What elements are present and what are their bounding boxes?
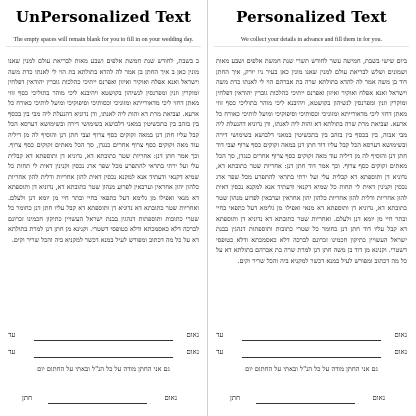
groom-signature-line <box>216 394 407 406</box>
personalized-column <box>208 0 415 416</box>
unpersonalized-body-paragraph: ב בשבת, לחודש שנת חמשת אלפים ושבע מאות לבריאת עולם למנין שאנו מונין כאן ב איך החתן בן אמר לה להדא בתולתא בת הוי לי לאנתו כדת משה וישראל ואנא אפלח ואוקיר ואיזון ואפרנס ייתיכי כהלכות גוברין יהודאין דפלחין ומוקרין וזנין ומפרנסין לנשיהון בקושטא ויהיבנא ליכי מוהר בתוליכי כסף זוזי מאתן דחזי ליכי מדאורייתא ומזוניכי וכסותיכי וסיפוקיכי ומיעל לותיכי כאורח כל ארעא. וצביאת מרת דא והות ליה לאנתו, ודן נדוניא דהנעלת ליה מבי בין בכסף בין בזהב בין בתכשיטין במאני דלבושא בשימושי דירה ובשימושא דערסא הכל קבל עליו חתן דנן במאה זקוקים כסף צרוף וצבי חתן דנן והוסיף לה מן דיליה עוד מאה זקוקים כסף צרוף אחרים כנגדן, סך הכל מאתים זקוקים כסף צרוף. וכך אמר חתן דנן: אחריות שטר כתובתא דא, נדוניא דן ותוספתא דא קבלית עלי ועל ירתי בתראי להתפרע מכל שפר ארג נכסין וקנינין דאית לי תחות כל שמיא דקנאי ודעתיד אנא למקנא נכסין דאית להון אחריות ודלית להון אחריות כלהון יהון אחראין וערבאין לפרוע מנהון שטר כתובתא דא, נדוניא דן ותוספתא דא מנאי ואפילו מן גלימא דעל כתפאי בחיי ובתר חיי מן יומא דנן ולעלם. ואחריות שטר כתובתא דא נדוניא דן ותוספתא דא קבל עליו חתן דנן כחומר כל שטרי כתובות ותוספתות דנהגין בבנת ישראל העשויין כתיקון חכמינו זכרונם לברכה דלא כאסמכתא ודלא כטופסי דשטרי. וקנינא מן חתן דנן למרת בתולתא דא על כל מה דכתוב ומפורש לעיל במנא דכשר למקניא ביה והכל שריר וקים. <box>8 57 199 244</box>
unpersonalized-column <box>0 0 207 416</box>
witness-signature-line-1 <box>8 331 199 343</box>
signature-line <box>34 340 173 341</box>
unpersonalized-ketubah-text <box>8 56 199 324</box>
witness-signature-line-1 <box>216 331 407 343</box>
signature-line <box>48 403 147 404</box>
witness-role-label: עד <box>8 348 16 356</box>
witness-name-label: נאום <box>394 348 407 356</box>
witness-signature-line-2 <box>8 348 199 360</box>
witness-signature-line-2 <box>216 348 407 360</box>
groom-acceptance-text: גם אני החתן מודה על כל הנ"ל ובאתי על החתום יום <box>245 365 378 373</box>
groom-acceptance-text: גם אני החתן מודה על כל הנ"ל ובאתי על החתום יום <box>37 365 170 373</box>
groom-role-label: חתן <box>22 394 33 402</box>
witness-role-label: עד <box>216 331 224 339</box>
groom-signature-line <box>8 394 199 406</box>
signature-line <box>34 357 173 358</box>
header-rule <box>6 46 201 47</box>
signature-line <box>256 403 355 404</box>
witness-role-label: עד <box>8 331 16 339</box>
personalized-ketubah-text <box>216 56 407 324</box>
personalized-subtitle: We collect your details in advance and fill them in for you. <box>240 37 383 43</box>
personalized-title: Personalized Text <box>236 8 387 26</box>
unpersonalized-title: UnPersonalized Text <box>15 8 192 26</box>
groom-role-label: חתן <box>230 394 241 402</box>
unpersonalized-subtitle: The empty spaces will remain blank for you to fill in on your wedding day. <box>13 37 194 43</box>
personalized-body-paragraph: ביום שישי בשבת, חמישה עשר לחודש תשרי שנת חמשת אלפים ושבע מאות ושמונים ושלש לבריאת עולם למנין שאנו מונין כאן בעיר ניו יורק, איך החתן דוד בן משה אמר לה להדא בתולתא שרה בת אברהם הוי לי לאנתו כדת משה וישראל ואנא אפלח ואוקיר ואיזון ואפרנס ייתיכי כהלכות גוברין יהודאין דפלחין ומוקרין וזנין ומפרנסין לנשיהון בקושטא, ויהיבנא ליכי מוהר בתוליכי כסף זוזי מאתן דחזי ליכי מדאורייתא ומזוניכי וכסותיכי וסיפוקיכי ומיעל לותיכי כאורח כל ארעא. וצביאת מרת שרה בתולתא דא והות ליה לאנתו, ודן נדוניא דהנעלת ליה מבי אבוה, בין בכסף בין בזהב בין בתכשיטין במאני דלבושא בשימושי דירה ובשימושא דערסא הכל קבל עליו דוד חתן דנן במאה זקוקים כסף צרוף וצבי דוד חתן דנן והוסיף לה מן דיליה עוד מאה זקוקים כסף צרוף אחרים כנגדן, סך הכל מאתים זקוקים כסף צרוף. וכך אמר דוד חתן דנן: אחריות שטר כתובתא דא, נדוניא דן ותוספתא דא קבלית עלי ועל ירתי בתראי להתפרע מכל שפר ארג נכסין וקנינין דאית לי תחות כל שמיא דקנאי ודעתיד אנא למקנא נכסין דאית להון אחריות ודלית להון אחריות כלהון יהון אחראין וערבאין לפרוע מנהון שטר כתובתא דא, נדוניא דן ותוספתא דא מנאי ואפילו מן גלימא דעל כתפאי בחיי ובתר חיי מן יומא דנן ולעלם. ואחריות שטר כתובתא דא נדוניא דן ותוספתא דא קבל עליו דוד חתן דנן כחומר כל שטרי כתובות ותוספתות דנהגין בבנת ישראל העשויין כתיקון חכמינו זכרונם לברכה דלא כאסמכתא ודלא כטופסי דשטרי. וקנינא מן דוד בן משה חתן דנן למרת שרה בת אברהם בתולתא דא על כל מה דכתוב ומפורש לעיל במנא דכשר למקניא ביה והכל שריר וקים. <box>216 57 407 265</box>
witness-name-label: נאום <box>186 331 199 339</box>
groom-name-label: נאום <box>372 394 385 402</box>
witness-name-label: נאום <box>394 331 407 339</box>
signature-line <box>242 357 381 358</box>
header-rule <box>214 46 409 47</box>
signature-line <box>242 340 381 341</box>
witness-role-label: עד <box>216 348 224 356</box>
groom-name-label: נאום <box>164 394 177 402</box>
witness-name-label: נאום <box>186 348 199 356</box>
